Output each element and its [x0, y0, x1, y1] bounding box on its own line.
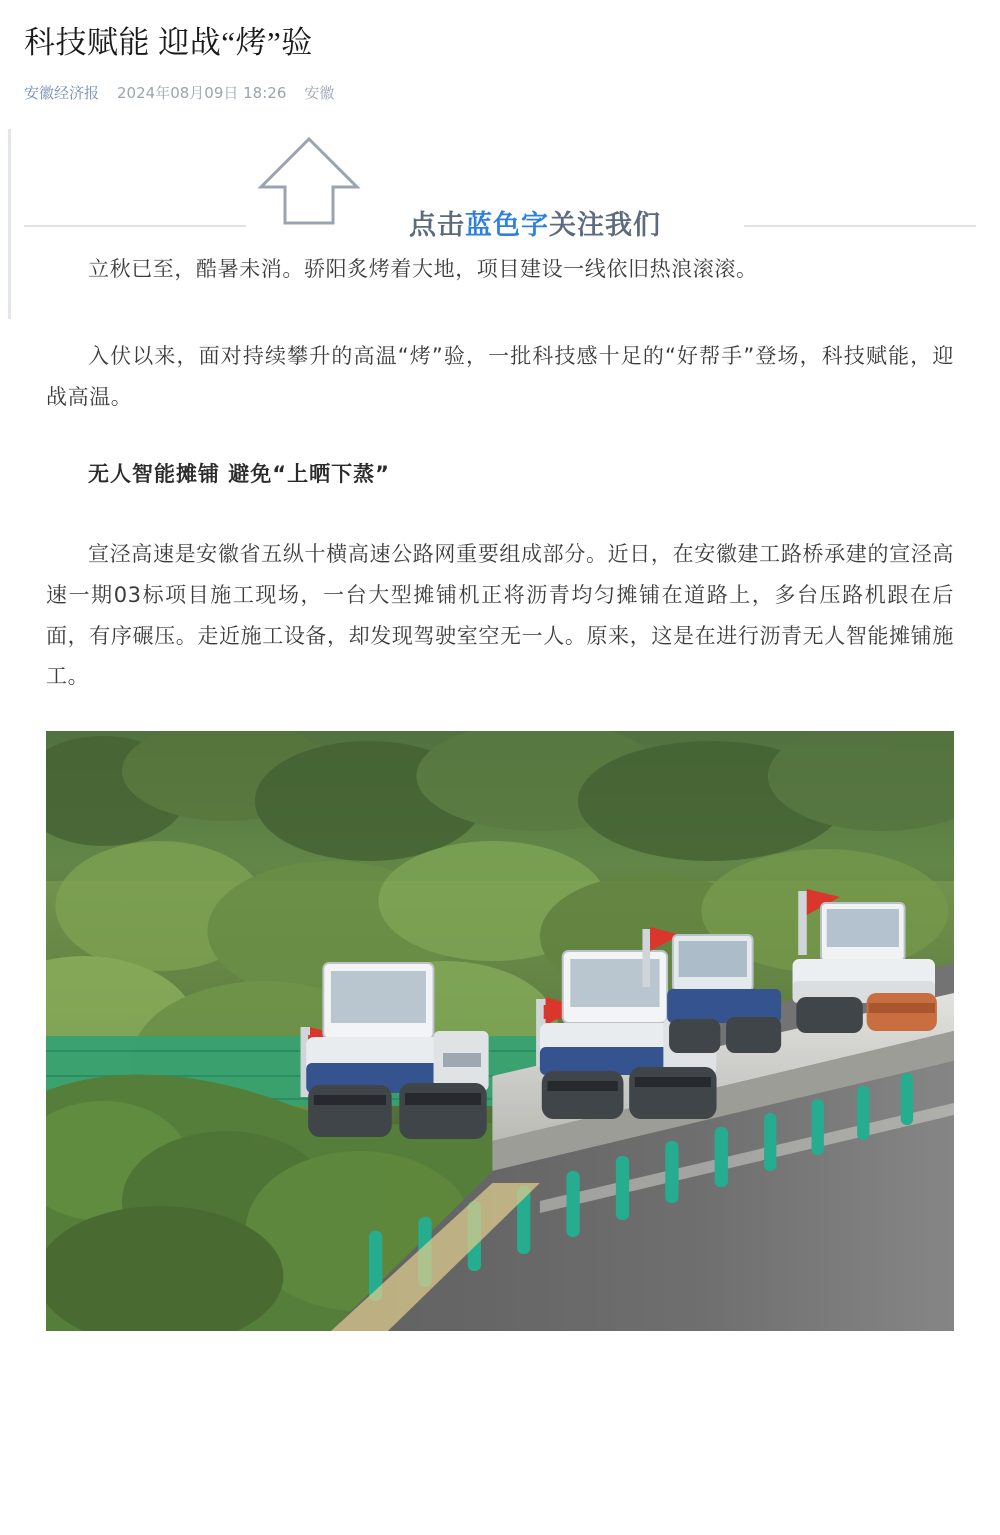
article-meta — [24, 82, 976, 103]
meta-source[interactable]: 安徽经济报 — [24, 83, 100, 102]
article-body — [0, 129, 1000, 1332]
article-content — [24, 249, 976, 698]
follow-prompt[interactable] — [409, 203, 661, 242]
follow-prompt-part1: 点击 — [409, 209, 465, 241]
follow-banner[interactable] — [24, 129, 976, 241]
meta-region: 安徽 — [304, 83, 335, 102]
page-title: 科技赋能 迎战“烤”验 — [24, 25, 313, 60]
meta-timestamp: 2024年08月09日 18:26 — [117, 83, 287, 102]
paragraph-2: 入伏以来，面对持续攀升的高温“烤”验，一批科技感十足的“好帮手”登场，科技赋能，迎战高温。 — [46, 343, 954, 409]
follow-prompt-part3: 关注我们 — [549, 209, 661, 241]
article-header — [0, 0, 1000, 103]
left-accent-rule — [8, 129, 11, 319]
banner-divider-left — [24, 225, 246, 227]
section-subheading: 无人智能摊铺 避免“上晒下蒸” — [88, 461, 390, 486]
article-photo — [46, 731, 954, 1331]
paragraph-1: 立秋已至，酷暑未消。骄阳炙烤着大地，项目建设一线依旧热浪滚滚。 — [88, 256, 758, 281]
follow-prompt-part2: 蓝色字 — [465, 209, 549, 241]
banner-divider-right — [744, 225, 976, 227]
paragraph-3: 宣泾高速是安徽省五纵十横高速公路网重要组成部分。近日，在安徽建工路桥承建的宣泾高速一期03标项目施工现场，一台大型摊铺机正将沥青均匀摊铺在道路上，多台压路机跟在后面，有序碾压。走近施工设备，却发现驾驶室空无一人。原来，这是在进行沥青无人智能摊铺施工。 — [46, 541, 954, 689]
